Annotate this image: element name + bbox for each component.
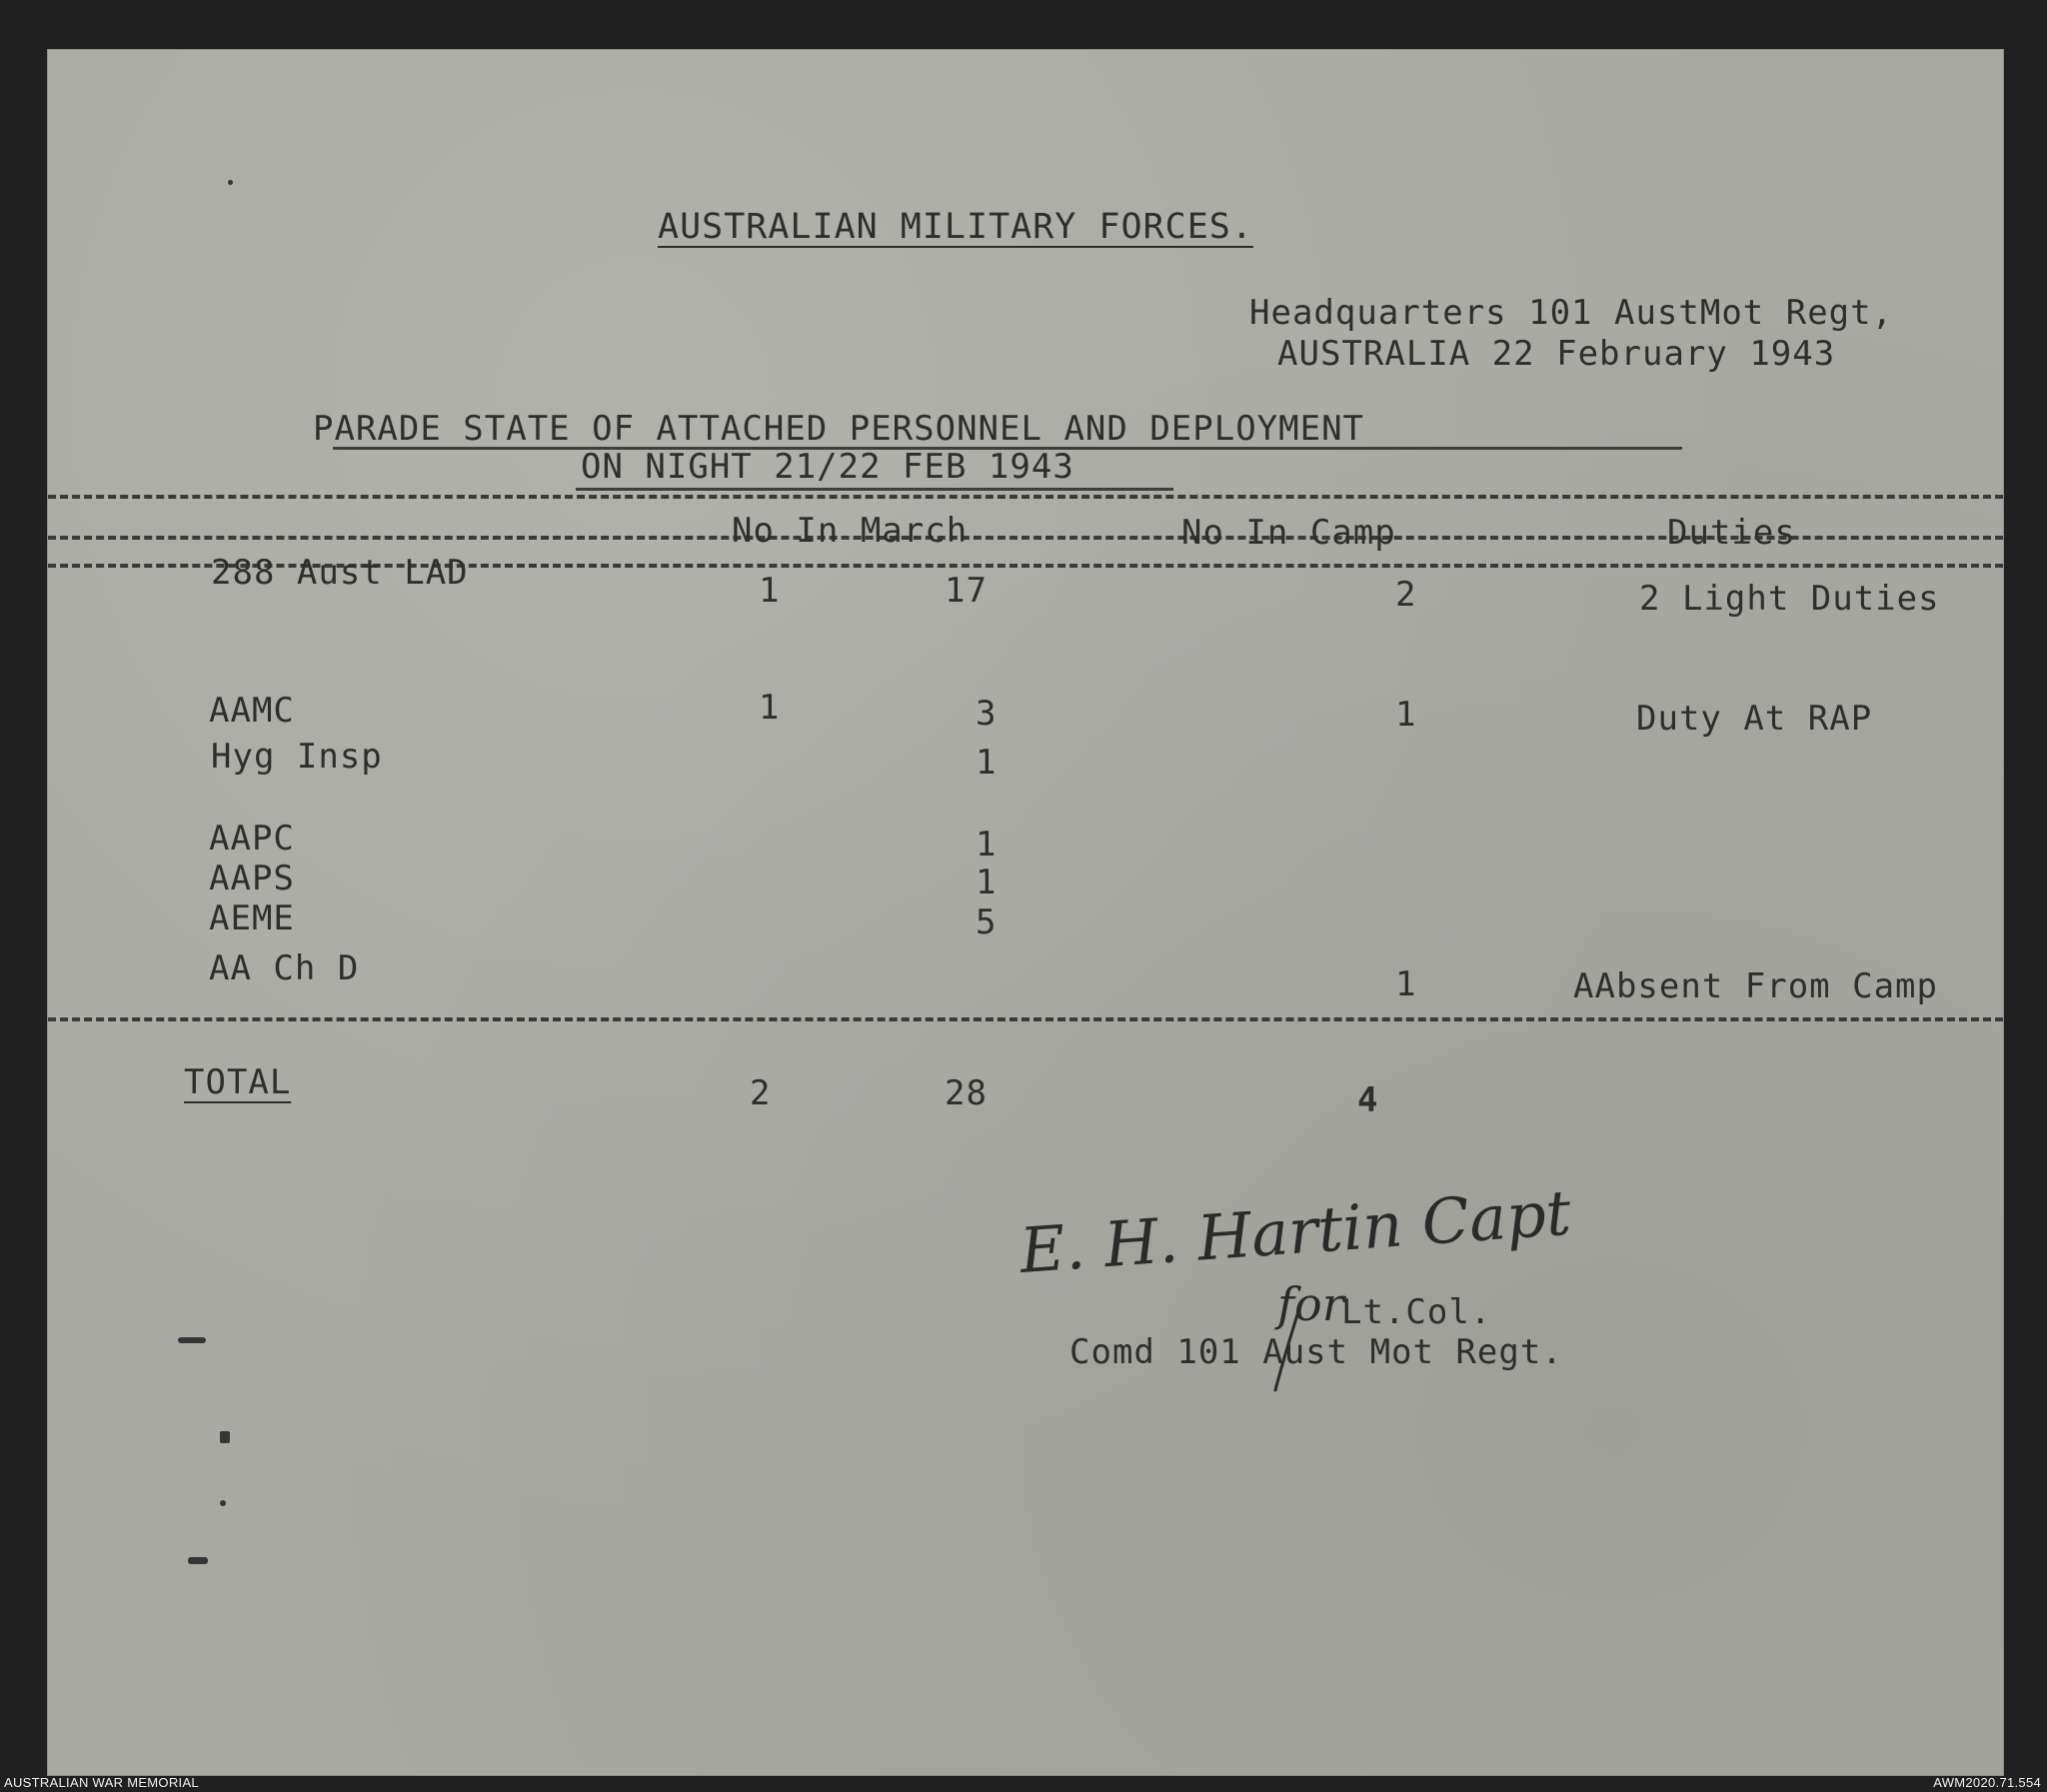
row-march-b: 5: [976, 902, 998, 942]
document-page: [48, 50, 2003, 1775]
subject-line-1: PARADE STATE OF ATTACHED PERSONNEL AND DEPLOYMENT: [313, 409, 1365, 449]
table-top-rule: [48, 495, 2003, 499]
row-unit: AEME: [209, 898, 295, 938]
paper-speck: [220, 1431, 230, 1443]
paper-speck: [188, 1557, 208, 1564]
total-march-b: 28: [945, 1073, 988, 1113]
row-camp: 1: [1395, 695, 1417, 735]
paper-speck: [228, 180, 233, 185]
location-date-line: AUSTRALIA 22 February 1943: [1277, 334, 1836, 374]
archive-footer-left: AUSTRALIAN WAR MEMORIAL: [4, 1775, 199, 1790]
row-unit: 288 Aust LAD: [211, 553, 469, 593]
row-unit: AAPC: [209, 819, 295, 859]
row-camp: 2: [1395, 575, 1417, 615]
header-no-in-camp: No In Camp: [1181, 513, 1396, 553]
row-duties: 2 Light Duties: [1639, 579, 1940, 619]
signature-command: Comd 101 Aust Mot Regt.: [1069, 1332, 1563, 1372]
total-march-a: 2: [750, 1073, 772, 1113]
row-camp: 1: [1395, 964, 1417, 1004]
headquarters-line: Headquarters 101 AustMot Regt,: [1249, 293, 1894, 333]
archive-footer-right: AWM2020.71.554: [1933, 1775, 2041, 1790]
row-unit: AAMC: [209, 691, 295, 731]
header-duties: Duties: [1667, 513, 1796, 553]
total-label: TOTAL: [184, 1062, 292, 1102]
signature-for: for: [1277, 1277, 1344, 1331]
row-march-b: 17: [945, 571, 988, 611]
row-unit: AA Ch D: [209, 948, 360, 988]
row-unit: AAPS: [209, 859, 295, 898]
row-duties: AAbsent From Camp: [1573, 966, 1938, 1006]
row-march-b: 3: [976, 694, 998, 734]
header-no-in-march: No In March: [732, 511, 969, 551]
paper-speck: [220, 1500, 226, 1506]
row-march-b: 1: [976, 863, 998, 902]
subject-underline-2: [576, 488, 1173, 491]
row-march-b: 1: [976, 743, 998, 783]
row-unit: Hyg Insp: [211, 737, 383, 777]
row-march-a: 1: [759, 571, 781, 611]
signature-stroke: [1247, 1304, 1307, 1394]
total-camp: 4: [1357, 1080, 1379, 1120]
paper-speck: [178, 1337, 206, 1343]
table-total-rule: [48, 1017, 2003, 1021]
handwritten-signature: E. H. Hartin Capt: [1017, 1175, 1573, 1287]
row-march-a: 1: [759, 688, 781, 728]
subject-line-2: ON NIGHT 21/22 FEB 1943: [581, 447, 1074, 487]
row-duties: Duty At RAP: [1636, 699, 1873, 739]
document-title: AUSTRALIAN MILITARY FORCES.: [658, 207, 1253, 247]
signature-rank: Lt.Col.: [1341, 1292, 1492, 1332]
row-march-b: 1: [976, 825, 998, 865]
